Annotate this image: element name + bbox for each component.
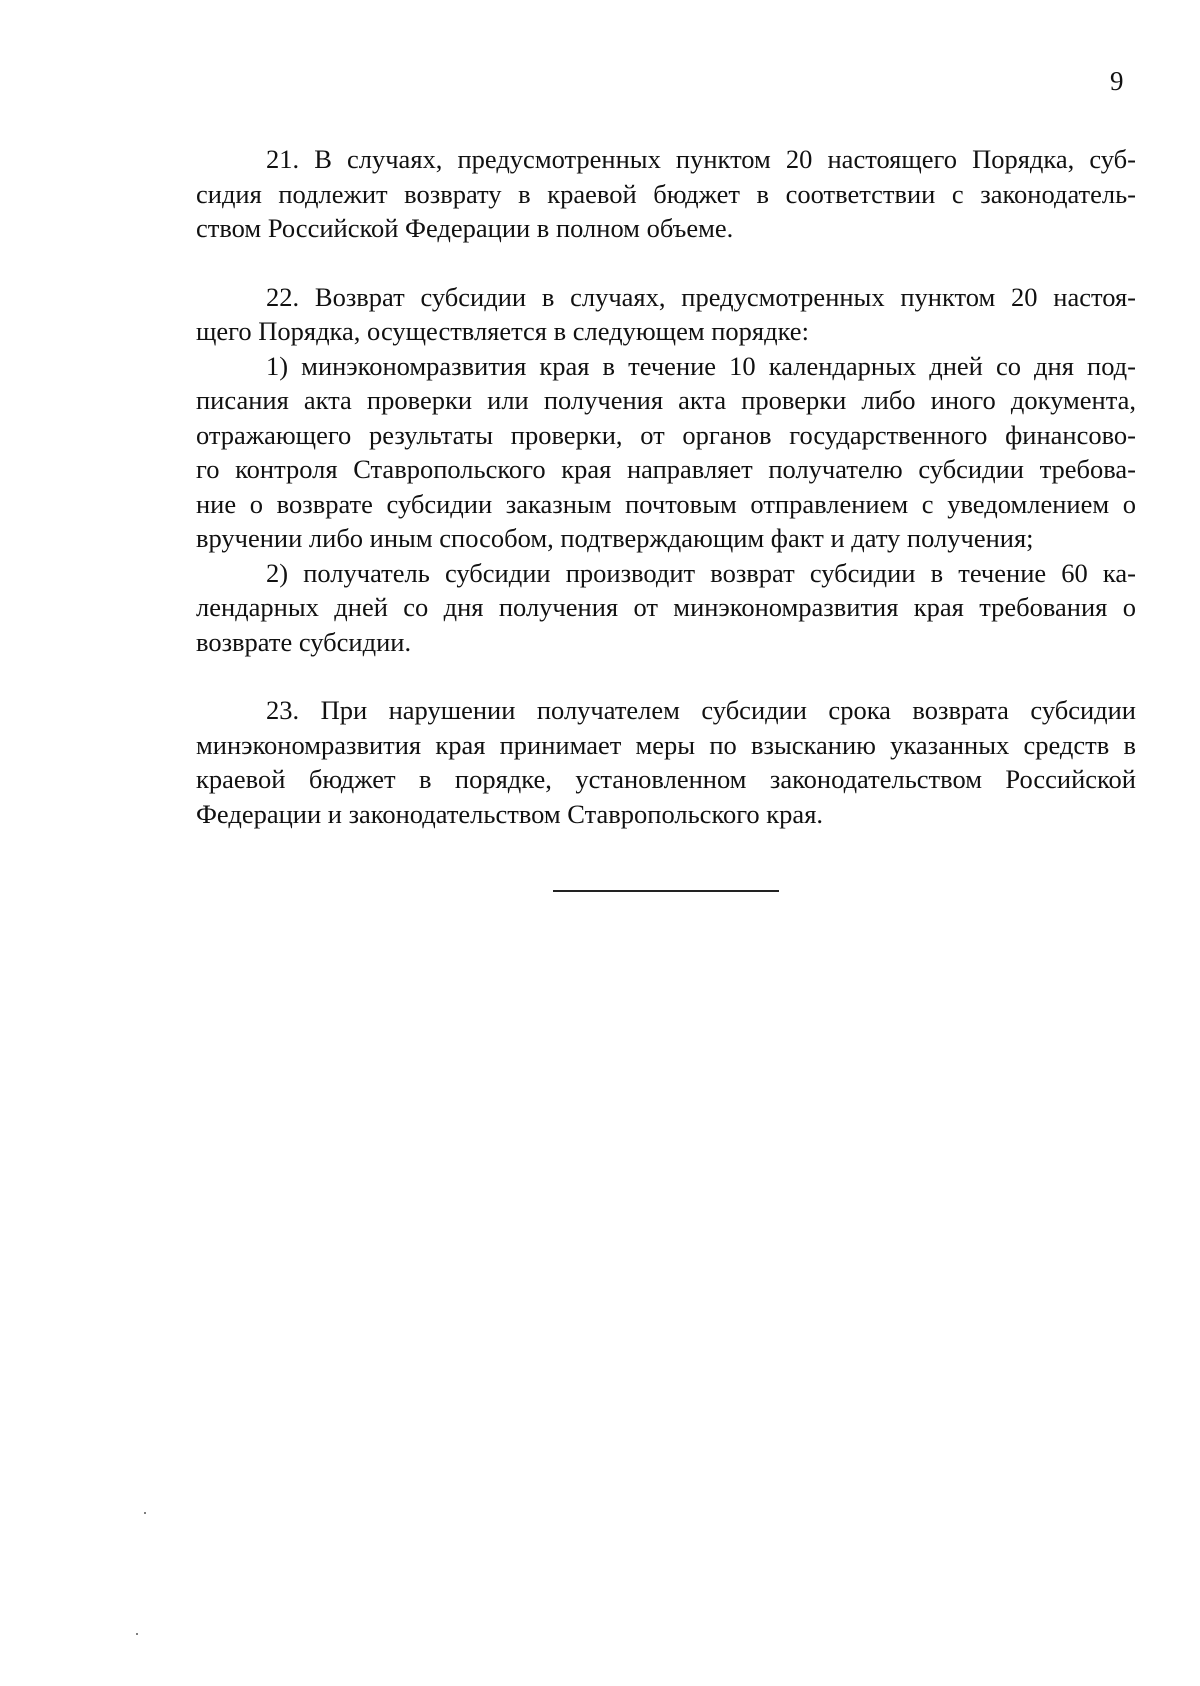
text-line: 23. При нарушении получателем субсидии срока возврата субсидии: [266, 695, 1136, 725]
text-line: сидия подлежит возврату в краевой бюджет в соответствии с законодатель-: [196, 178, 1136, 209]
paragraph-item-23: [196, 693, 1136, 831]
text-line: щего Порядка, осуществляется в следующем порядке:: [196, 316, 809, 346]
text-line: вручении либо иным способом, подтверждающим факт и дату получения;: [196, 523, 1034, 553]
paragraph-item-22-subitem-1: [196, 349, 1136, 556]
text-line: 1) минэкономразвития края в течение 10 календарных дней со дня под-: [266, 350, 1136, 381]
text-line: писания акта проверки или получения акта проверки либо иного документа,: [196, 385, 1136, 415]
text-line: минэкономразвития края принимает меры по взысканию указанных средств в: [196, 729, 1136, 760]
end-of-document-rule: [553, 890, 779, 892]
text-line: лендарных дней со дня получения от минэкономразвития края требования о: [196, 592, 1136, 622]
text-line: Федерации и законодательством Ставропольского края.: [196, 798, 824, 829]
text-line: 22. Возврат субсидии в случаях, предусмотренных пунктом 20 настоя-: [266, 281, 1136, 312]
text-line: возврате субсидии.: [196, 626, 412, 657]
scan-speck: [144, 1512, 146, 1514]
document-body: [196, 142, 1136, 831]
text-line: 2) получатель субсидии производит возврат субсидии в течение 60 ка-: [266, 557, 1136, 588]
text-line: го контроля Ставропольского края направляет получателю субсидии требова-: [196, 454, 1136, 484]
paragraph-item-22: [196, 280, 1136, 349]
scan-speck: [136, 1633, 138, 1635]
text-line: отражающего результаты проверки, от органов государственного финансово-: [196, 419, 1136, 450]
paragraph-item-21: [196, 142, 1136, 246]
text-line: краевой бюджет в порядке, установленном законодательством Российской: [196, 764, 1136, 794]
text-line: 21. В случаях, предусмотренных пунктом 20 настоящего Порядка, суб-: [266, 144, 1136, 174]
text-line: ством Российской Федерации в полном объеме.: [196, 213, 734, 243]
page-number: 9: [1110, 66, 1124, 96]
paragraph-item-22-subitem-2: [196, 556, 1136, 660]
text-line: ние о возврате субсидии заказным почтовым отправлением с уведомлением о: [196, 488, 1136, 519]
